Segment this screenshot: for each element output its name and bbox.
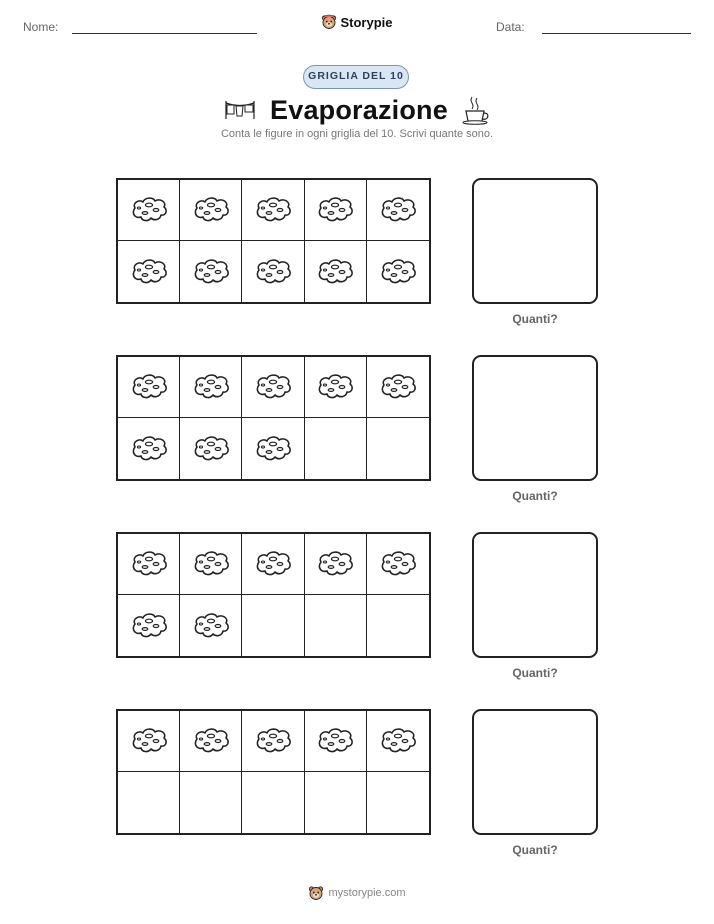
brand-logo	[0, 14, 714, 35]
frame-cell	[118, 180, 180, 241]
frame-cell	[118, 241, 180, 302]
puddle-icon	[129, 196, 169, 224]
puddle-icon	[129, 727, 169, 755]
answer-box-1[interactable]	[472, 178, 598, 304]
puddle-icon	[378, 196, 418, 224]
puddle-icon	[378, 258, 418, 286]
puddle-icon	[129, 373, 169, 401]
puddle-icon	[253, 196, 293, 224]
frame-cell	[242, 534, 304, 595]
puddle-icon	[191, 196, 231, 224]
bear-mascot-icon	[321, 14, 337, 30]
answer-label-1: Quanti?	[512, 312, 558, 326]
puddle-icon	[191, 258, 231, 286]
ten-frame-2	[116, 355, 431, 481]
answer-label-4: Quanti?	[512, 843, 558, 857]
frame-cell	[242, 772, 304, 833]
frame-cell	[305, 534, 367, 595]
frame-cell	[367, 595, 429, 656]
frame-cell	[180, 595, 242, 656]
ten-frame-4	[116, 709, 431, 835]
puddle-icon	[315, 258, 355, 286]
puddle-icon	[191, 727, 231, 755]
puddle-icon	[253, 435, 293, 463]
puddle-icon	[315, 196, 355, 224]
puddle-icon	[253, 373, 293, 401]
frame-cell	[118, 711, 180, 772]
frame-cell	[305, 357, 367, 418]
steaming-cup-icon	[462, 95, 490, 125]
frame-cell	[367, 711, 429, 772]
date-label: Data:	[496, 20, 525, 34]
frame-cell	[118, 357, 180, 418]
puddle-icon	[191, 612, 231, 640]
frame-cell	[118, 772, 180, 833]
answer-box-4[interactable]	[472, 709, 598, 835]
ten-frame-3	[116, 532, 431, 658]
frame-cell	[367, 241, 429, 302]
bear-mascot-icon	[308, 885, 324, 901]
clothesline-icon	[224, 99, 256, 121]
puddle-icon	[129, 258, 169, 286]
frame-cell	[305, 241, 367, 302]
frame-cell	[180, 418, 242, 479]
frame-cell	[305, 595, 367, 656]
puddle-icon	[315, 373, 355, 401]
frame-cell	[118, 534, 180, 595]
puddle-icon	[315, 550, 355, 578]
frame-cell	[242, 180, 304, 241]
frame-cell	[242, 241, 304, 302]
frame-cell	[242, 418, 304, 479]
puddle-icon	[129, 550, 169, 578]
puddle-icon	[253, 258, 293, 286]
frame-cell	[367, 772, 429, 833]
footer-url: mystorypie.com	[328, 887, 406, 899]
frame-cell	[367, 180, 429, 241]
footer	[0, 885, 714, 901]
answer-box-3[interactable]	[472, 532, 598, 658]
frame-cell	[118, 418, 180, 479]
frame-cell	[305, 418, 367, 479]
puddle-icon	[129, 435, 169, 463]
frame-cell	[367, 534, 429, 595]
frame-cell	[242, 595, 304, 656]
frame-cell	[367, 357, 429, 418]
frame-cell	[305, 711, 367, 772]
frame-cell	[305, 772, 367, 833]
answer-box-2[interactable]	[472, 355, 598, 481]
instructions: Conta le figure in ogni griglia del 10. Scrivi quante sono.	[220, 128, 494, 140]
frame-cell	[305, 180, 367, 241]
ten-frame-1	[116, 178, 431, 304]
frame-cell	[180, 241, 242, 302]
puddle-icon	[253, 550, 293, 578]
frame-cell	[180, 534, 242, 595]
frame-cell	[118, 595, 180, 656]
frame-cell	[367, 418, 429, 479]
page-title: Evaporazione	[270, 94, 448, 125]
puddle-icon	[191, 435, 231, 463]
puddle-icon	[378, 550, 418, 578]
name-label: Nome:	[23, 20, 59, 34]
frame-cell	[242, 711, 304, 772]
answer-label-3: Quanti?	[512, 666, 558, 680]
puddle-icon	[378, 373, 418, 401]
frame-cell	[180, 180, 242, 241]
puddle-icon	[253, 727, 293, 755]
puddle-icon	[191, 550, 231, 578]
brand-name: Storypie	[340, 14, 393, 30]
puddle-icon	[378, 727, 418, 755]
puddle-icon	[129, 612, 169, 640]
worksheet-type-badge: GRIGLIA DEL 10	[303, 65, 409, 89]
frame-cell	[180, 357, 242, 418]
puddle-icon	[315, 727, 355, 755]
frame-cell	[180, 772, 242, 833]
frame-cell	[242, 357, 304, 418]
puddle-icon	[191, 373, 231, 401]
frame-cell	[180, 711, 242, 772]
answer-label-2: Quanti?	[512, 489, 558, 503]
